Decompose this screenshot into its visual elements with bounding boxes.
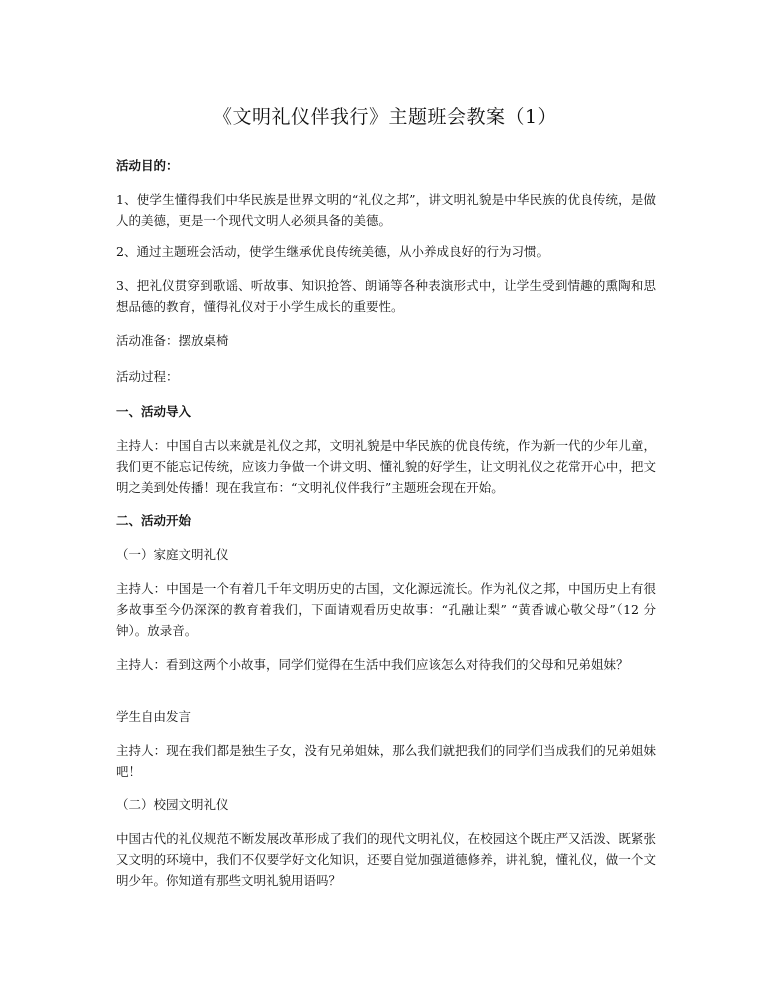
host-intro-paragraph: 主持人：中国自古以来就是礼仪之邦，文明礼貌是中华民族的优良传统，作为新一代的少年儿童，我们更不能忘记传统，应该力争做一个讲文明、懂礼貌的好学生，让文明礼仪之花常开心中，把文明之美到处传播！现在我宣布：“文明礼仪伴我行”主题班会现在开始。 <box>116 438 656 495</box>
objective-1: 1、使学生懂得我们中华民族是世界文明的“礼仪之邦”，讲文明礼貌是中华民族的优良传统，是做人的美德，更是一个现代文明人必须具备的美德。 <box>116 192 656 228</box>
host-history-paragraph: 主持人：中国是一个有着几千年文明历史的古国，文化源远流长。作为礼仪之邦，中国历史上有很多故事至今仍深深的教育着我们，下面请观看历史故事：“孔融让梨” “黄香诚心敬父母”（12 分钟）。放录音。 <box>116 581 656 638</box>
preparation-line: 活动准备：摆放桌椅 <box>116 333 229 348</box>
section-label-objectives: 活动目的： <box>116 158 179 173</box>
process-label: 活动过程： <box>116 369 179 384</box>
objective-3: 3、把礼仪贯穿到歌谣、听故事、知识抢答、朗诵等各种表演形式中，让学生受到情趣的熏陶和思想品德的教育，懂得礼仪对于小学生成长的重要性。 <box>116 278 656 314</box>
section-heading-start: 二、活动开始 <box>116 513 192 528</box>
host-question-paragraph: 主持人：看到这两个小故事，同学们觉得在生活中我们应该怎么对待我们的父母和兄弟姐妹？ <box>116 657 629 672</box>
student-speech-line: 学生自由发言 <box>116 709 192 724</box>
subsection-school-etiquette: （二）校园文明礼仪 <box>116 797 229 812</box>
host-siblings-paragraph: 主持人：现在我们都是独生子女，没有兄弟姐妹，那么我们就把我们的同学们当成我们的兄弟姐妹吧！ <box>116 743 656 779</box>
objective-2: 2、通过主题班会活动，使学生继承优良传统美德，从小养成良好的行为习惯。 <box>116 244 549 259</box>
school-etiquette-paragraph: 中国古代的礼仪规范不断发展改革形成了我们的现代文明礼仪，在校园这个既庄严又活泼、既紧张又文明的环境中，我们不仅要学好文化知识，还要自觉加强道德修养，讲礼貌，懂礼仪，做一个文明少年。你知道有那些文明礼貌用语吗？ <box>116 831 656 888</box>
document-title: 《文明礼仪伴我行》主题班会教案（1） <box>212 106 558 128</box>
subsection-family-etiquette: （一）家庭文明礼仪 <box>116 547 229 562</box>
section-heading-intro: 一、活动导入 <box>116 404 192 419</box>
